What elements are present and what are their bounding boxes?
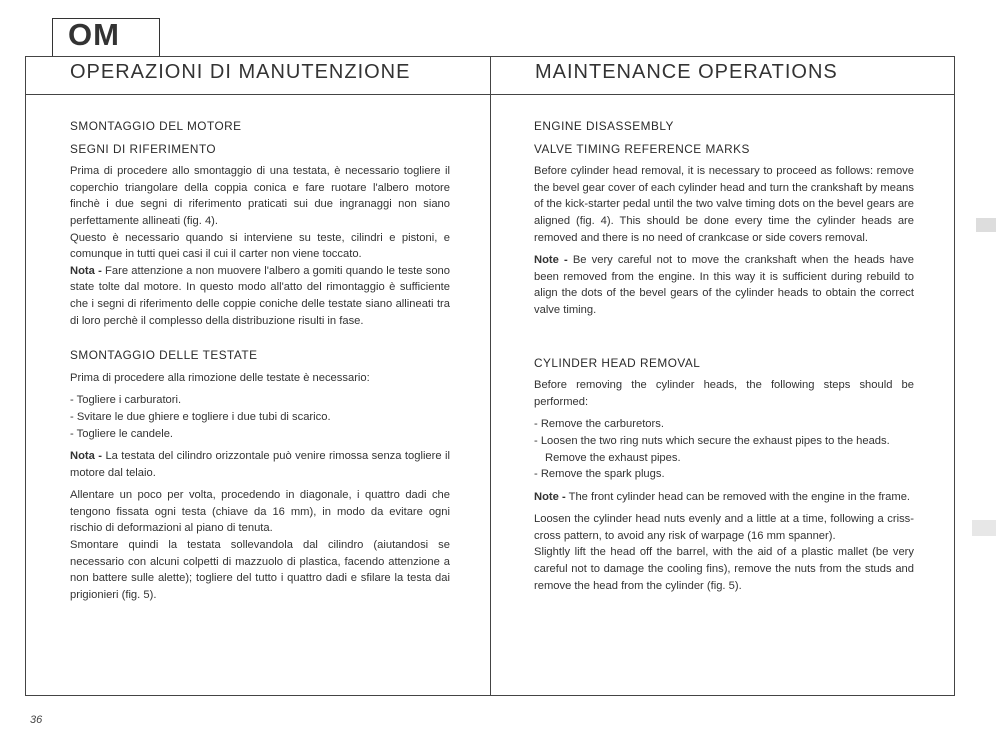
scan-speck [972,520,996,536]
italian-column [70,118,450,603]
note-paragraph [70,263,450,329]
list-item: - Loosen the two ring nuts which secure the exhaust pipes to the heads. Remove the exhaust pipes. [534,434,890,464]
note-text: Be very careful not to move the crankshaft when the heads have been removed from the engine. In this way it is sufficient during rebuild to align the dots of the bevel gears of the cylinder heads to obtain the correct valve timing. [534,254,915,316]
note-label: Nota - [70,264,102,277]
nut-loosening-paragraph: Allentare un poco per volta, procedendo in diagonale, i quattro dadi che tengono fissata ogni testa (chiave da 16 mm), in modo da evitare ogni rischio di deformazioni al piano di tenuta. [70,489,450,535]
logo: OM [68,17,120,52]
note-2-paragraph [534,489,914,506]
list-item: - Togliere le candele. [70,427,174,440]
scan-speck [976,218,996,232]
list-item: - Togliere i carburatori. [70,394,182,407]
note-2-label: Note - [534,490,566,503]
head-lifting-paragraph: Slightly lift the head off the barrel, with the aid of a plastic mallet (be very careful not to damage the cooling fins), remove the nuts from the studs and remove the head from the cylinder (fig. 5). [534,546,914,592]
note-paragraph [534,252,914,318]
reference-marks-paragraph: Prima di procedere allo smontaggio di una testata, è necessario togliere il coperchio triangolare della coppia conica e fare ruotare l'albero motore finchè i due segni di riferimento praticati sui due ingranaggi non siano perfettamente allineati (fig. 4). [70,165,450,227]
italian-section-title: OPERAZIONI DI MANUTENZIONE [70,61,411,83]
note-2-label: Nota - [70,450,103,463]
note-2-text: La testata del cilindro orizzontale può venire rimossa senza togliere il motore dal telaio. [70,450,450,479]
note-2-paragraph [70,448,450,481]
column-divider [490,56,491,696]
note-2-text: The front cylinder head can be removed with the engine in the frame. [565,490,911,503]
head-removal-heading: CYLINDER HEAD REMOVAL [534,355,701,370]
head-removal-intro: Prima di procedere alla rimozione delle testate è necessario: [70,371,370,384]
engine-disassembly-heading: SMONTAGGIO DEL MOTORE [70,119,242,133]
reference-marks-heading: SEGNI DI RIFERIMENTO [70,141,217,156]
head-removal-intro: Before removing the cylinder heads, the following steps should be performed: [534,379,914,408]
english-column [534,118,914,594]
reference-marks-heading: VALVE TIMING REFERENCE MARKS [534,141,750,156]
head-removal-heading: SMONTAGGIO DELLE TESTATE [70,348,258,363]
reference-marks-paragraph: Before cylinder head removal, it is necessary to proceed as follows: remove the bevel gear cover of each cylinder head and turn the crankshaft by means of the kick-starter pedal until the two valve timing dots on the bevel gears are aligned (fig. 4). This should be done every time the cylinder heads are removed and there is no need of crankcase or side covers removal. [534,165,914,244]
head-lifting-paragraph: Smontare quindi la testata sollevandola dal cilindro (aiutandosi se necessario con alcuni colpetti di mazzuolo di plastica, facendo attenzione a non battere sulle alette); togliere del tutto i quattro dadi e sfilare la testa dai prigionieri (fig. 5). [70,539,450,601]
list-item: - Svitare le due ghiere e togliere i due tubi di scarico. [70,410,331,423]
nut-loosening-paragraph: Loosen the cylinder head nuts evenly and a little at a time, following a criss-cross pattern, to avoid any risk of warpage (16 mm spanner). [534,513,914,542]
note-label: Note - [534,254,568,267]
engine-disassembly-heading: ENGINE DISASSEMBLY [534,119,674,133]
list-item: - Remove the spark plugs. [534,468,665,481]
reference-marks-paragraph-2: Questo è necessario quando si interviene su teste, cilindri e pistoni, e comunque in tutti quei casi il cui il carter non viene toccato. [70,231,450,261]
english-section-title: MAINTENANCE OPERATIONS [535,61,838,83]
list-item: - Remove the carburetors. [534,418,664,431]
page-number: 36 [30,714,43,726]
note-text: Fare attenzione a non muovere l'albero a gomiti quando le teste sono state tolte dal motore. In questo modo all'atto del rimontaggio è sufficiente che i segni di riferimento delle coppie coniche delle testate siano allineati tra di loro perchè il complesso della distribuzione risulti in fase. [70,264,450,327]
